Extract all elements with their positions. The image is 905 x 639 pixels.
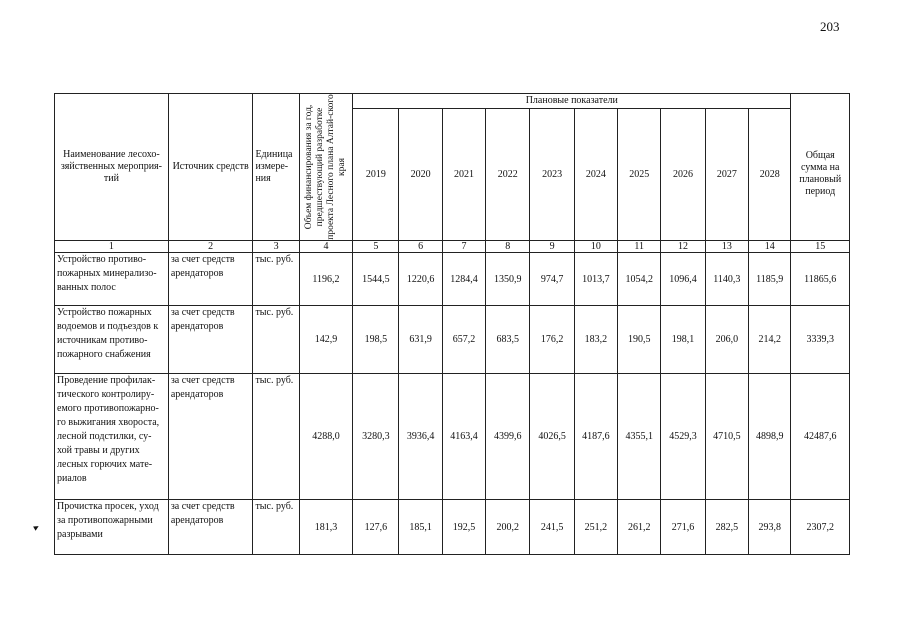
header-total: Общая сумма на плановый период (791, 94, 850, 241)
header-unit: Единица измере-ния (253, 94, 299, 241)
year-value: 4529,3 (661, 374, 705, 500)
year-value: 1096,4 (661, 253, 705, 306)
column-number-row (55, 241, 850, 253)
year-value: 1284,4 (442, 253, 485, 306)
year-value: 198,1 (661, 306, 705, 374)
year-value: 3936,4 (399, 374, 442, 500)
year-value: 200,2 (486, 500, 530, 555)
header-year: 2020 (399, 109, 442, 241)
header-year: 2028 (748, 109, 790, 241)
year-value: 241,5 (530, 500, 574, 555)
year-value: 127,6 (353, 500, 399, 555)
year-value: 1054,2 (618, 253, 661, 306)
year-value: 1013,7 (574, 253, 617, 306)
year-value: 631,9 (399, 306, 442, 374)
year-value: 198,5 (353, 306, 399, 374)
year-value: 271,6 (661, 500, 705, 555)
unit: тыс. руб. (253, 500, 299, 555)
year-value: 1350,9 (486, 253, 530, 306)
year-value: 183,2 (574, 306, 617, 374)
prior-year-funding: 1196,2 (299, 253, 352, 306)
year-value: 4710,5 (705, 374, 748, 500)
header-funding-text: Объем финансирования за год, предшествующий разработке проекта Лесного плана Алтай-ского края (304, 94, 347, 240)
activity-name: Прочистка просек, уход за противопожарными разрывами (55, 500, 169, 555)
funding-source: за счет средств арендаторов (168, 306, 253, 374)
column-number: 1 (55, 241, 169, 253)
year-value: 3280,3 (353, 374, 399, 500)
column-number: 11 (618, 241, 661, 253)
column-number: 4 (299, 241, 352, 253)
year-value: 176,2 (530, 306, 574, 374)
total-value: 2307,2 (791, 500, 850, 555)
header-funding (299, 94, 352, 241)
column-number: 13 (705, 241, 748, 253)
prior-year-funding: 4288,0 (299, 374, 352, 500)
column-number: 6 (399, 241, 442, 253)
year-value: 1220,6 (399, 253, 442, 306)
year-value: 4355,1 (618, 374, 661, 500)
funding-source: за счет средств арендаторов (168, 253, 253, 306)
year-value: 261,2 (618, 500, 661, 555)
column-number: 8 (486, 241, 530, 253)
year-value: 1544,5 (353, 253, 399, 306)
year-value: 192,5 (442, 500, 485, 555)
column-number: 14 (748, 241, 790, 253)
column-number: 3 (253, 241, 299, 253)
activity-name: Устройство противо-пожарных минерализо-ванных полос (55, 253, 169, 306)
header-year: 2025 (618, 109, 661, 241)
header-year: 2021 (442, 109, 485, 241)
activity-name: Устройство пожарных водоемов и подъездов к источникам противо-пожарного снабжения (55, 306, 169, 374)
prior-year-funding: 181,3 (299, 500, 352, 555)
year-value: 4898,9 (748, 374, 790, 500)
header-year: 2023 (530, 109, 574, 241)
column-number: 10 (574, 241, 617, 253)
table-row (55, 253, 850, 306)
year-value: 190,5 (618, 306, 661, 374)
year-value: 206,0 (705, 306, 748, 374)
year-value: 974,7 (530, 253, 574, 306)
prior-year-funding: 142,9 (299, 306, 352, 374)
year-value: 251,2 (574, 500, 617, 555)
total-value: 3339,3 (791, 306, 850, 374)
funding-source: за счет средств арендаторов (168, 374, 253, 500)
year-value: 4163,4 (442, 374, 485, 500)
year-value: 4026,5 (530, 374, 574, 500)
year-value: 657,2 (442, 306, 485, 374)
column-number: 9 (530, 241, 574, 253)
year-value: 683,5 (486, 306, 530, 374)
header-year: 2024 (574, 109, 617, 241)
header-year: 2019 (353, 109, 399, 241)
total-value: 11865,6 (791, 253, 850, 306)
year-value: 214,2 (748, 306, 790, 374)
total-value: 42487,6 (791, 374, 850, 500)
year-value: 282,5 (705, 500, 748, 555)
unit: тыс. руб. (253, 306, 299, 374)
year-value: 4399,6 (486, 374, 530, 500)
stray-mark: ▸ (31, 521, 42, 534)
column-number: 7 (442, 241, 485, 253)
unit: тыс. руб. (253, 253, 299, 306)
header-year: 2027 (705, 109, 748, 241)
year-value: 4187,6 (574, 374, 617, 500)
header-name: Наименование лесохо-зяйственных мероприя-тий (55, 94, 169, 241)
year-value: 293,8 (748, 500, 790, 555)
page-number: 203 (820, 19, 840, 34)
year-value: 1140,3 (705, 253, 748, 306)
table-row (55, 374, 850, 500)
column-number: 2 (168, 241, 253, 253)
unit: тыс. руб. (253, 374, 299, 500)
table-row (55, 306, 850, 374)
header-planned: Плановые показатели (353, 94, 791, 109)
header-year: 2022 (486, 109, 530, 241)
year-value: 1185,9 (748, 253, 790, 306)
planned-indicators-table (54, 93, 850, 555)
header-year: 2026 (661, 109, 705, 241)
year-value: 185,1 (399, 500, 442, 555)
activity-name: Проведение профилак-тического контролиру-емого противопожарно-го выжигания хвороста, лесной подстилки, су-хой травы и других лесных горючих мате-риалов (55, 374, 169, 500)
header-source: Источник средств (168, 94, 253, 241)
column-number: 12 (661, 241, 705, 253)
header-row-1 (55, 94, 850, 109)
table-row (55, 500, 850, 555)
column-number: 5 (353, 241, 399, 253)
funding-source: за счет средств арендаторов (168, 500, 253, 555)
column-number: 15 (791, 241, 850, 253)
